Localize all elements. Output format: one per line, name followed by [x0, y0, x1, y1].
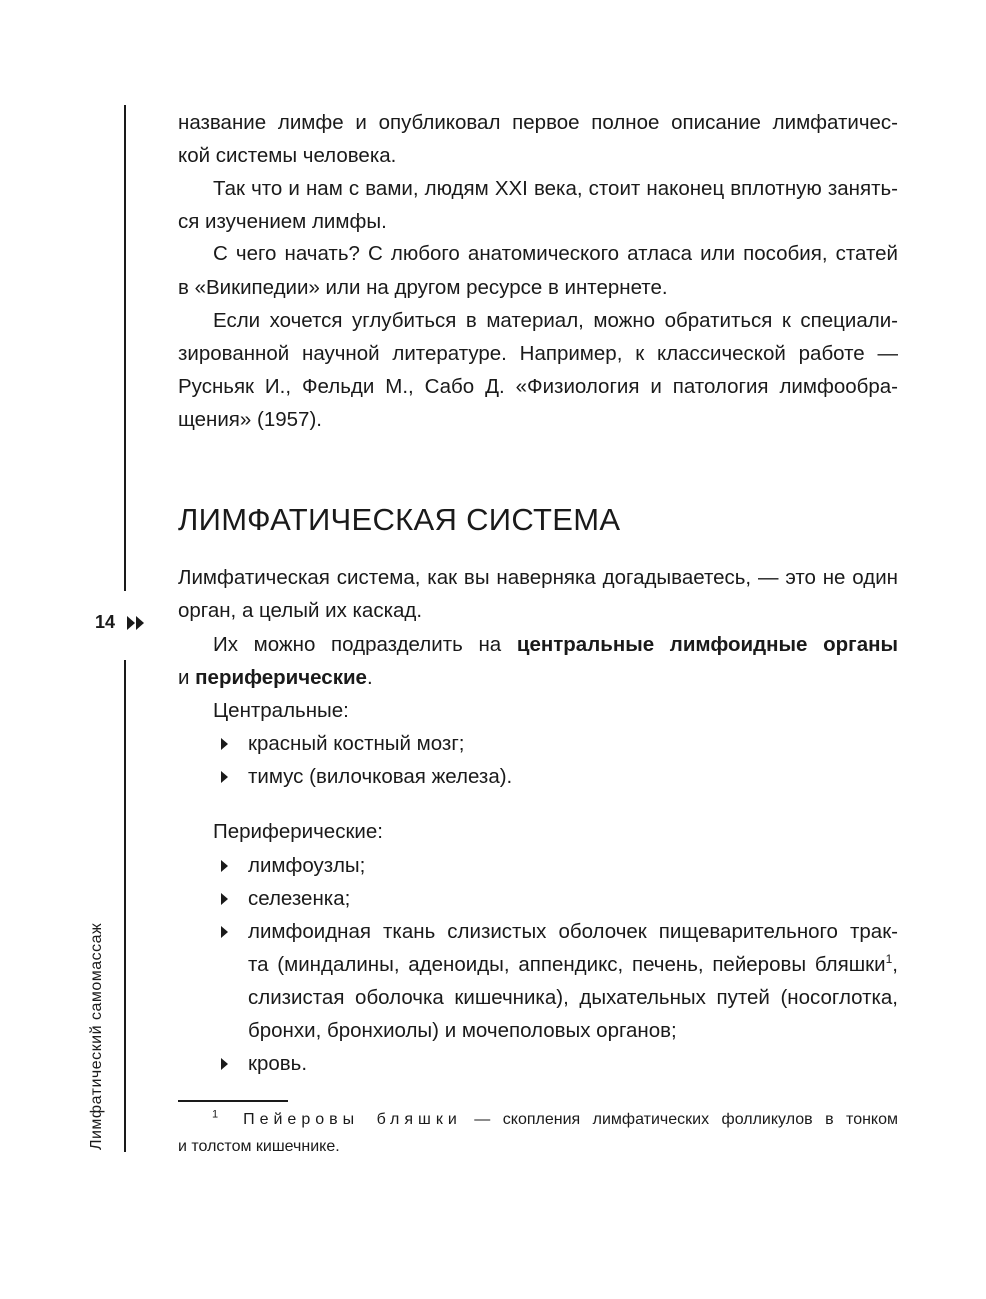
footnote-text: и толстом кишечнике.	[178, 1138, 340, 1155]
text-line: Лимфатическая система, как вы наверняка догадываетесь, — это не один	[178, 566, 898, 589]
text-line: ся изучением лимфы.	[178, 210, 387, 233]
list-item: красный костный мозг;	[248, 732, 465, 755]
text: та (миндалины, аденоиды, аппендикс, печень, пейеровы бляшки	[248, 953, 886, 976]
footnote-ref[interactable]: 1	[885, 952, 893, 967]
margin-rule-bottom	[124, 660, 126, 1152]
text-line	[213, 632, 898, 658]
arrow-icon	[136, 616, 144, 630]
bullet-icon	[221, 1058, 228, 1070]
text-line: в «Википедии» или на другом ресурсе в интернете.	[178, 276, 668, 299]
footnote	[178, 1110, 898, 1130]
text: Их можно подразделить на	[213, 633, 517, 656]
text-line: Так что и нам с вами, людям XXI века, стоит наконец вплотную занять-	[213, 177, 898, 200]
footnote-text: — скопления лимфатических фолликулов в тонком	[461, 1111, 899, 1128]
bold-text: периферические	[195, 666, 367, 689]
text-line: орган, а целый их каскад.	[178, 599, 423, 622]
section-heading: ЛИМФАТИЧЕСКАЯ СИСТЕМА	[178, 502, 621, 537]
list-label: Периферические:	[213, 820, 383, 843]
text-line: название лимфе и опубликовал первое полное описание лимфатичес-	[178, 111, 898, 134]
list-item: тимус (вилочковая железа).	[248, 765, 513, 788]
bullet-icon	[221, 860, 228, 872]
arrow-icon	[127, 616, 135, 630]
footnote-mark: 1	[212, 1108, 219, 1121]
bullet-icon	[221, 771, 228, 783]
text-line: Русньяк И., Фельди М., Сабо Д. «Физиология и патология лимфообра-	[178, 375, 898, 398]
bullet-icon	[221, 738, 228, 750]
bullet-icon	[221, 926, 228, 938]
margin-rule-top	[124, 105, 126, 591]
text-line: кой системы человека.	[178, 144, 397, 167]
running-title: Лимфатический самомассаж	[88, 922, 105, 1150]
bullet-icon	[221, 893, 228, 905]
list-item: селезенка;	[248, 887, 351, 910]
list-item-cont: слизистая оболочка кишечника), дыхательных путей (носоглотка,	[248, 986, 898, 1009]
list-item-cont: бронхи, бронхиолы) и мочеполовых органов;	[248, 1019, 677, 1042]
text-line: щения» (1957).	[178, 408, 322, 431]
list-item: кровь.	[248, 1052, 308, 1075]
text-line: С чего начать? С любого анатомического атласа или пособия, статей	[213, 242, 898, 265]
list-item-cont	[248, 952, 898, 978]
footnote-divider	[178, 1100, 288, 1102]
text: и	[178, 666, 196, 689]
text: ,	[892, 953, 898, 976]
bold-text: центральные лимфоидные органы	[516, 633, 898, 656]
list-item: лимфоузлы;	[248, 854, 366, 877]
text-line: Если хочется углубиться в материал, можно обратиться к специали-	[213, 309, 898, 332]
text-line: зированной научной литературе. Например, к классической работе —	[178, 342, 898, 365]
text: .	[366, 666, 373, 689]
page-number: 14	[95, 612, 116, 632]
list-label: Центральные:	[213, 699, 349, 722]
list-item: лимфоидная ткань слизистых оболочек пищеварительного трак-	[248, 920, 898, 943]
text-line	[178, 665, 898, 691]
footnote-term: Пейеровы бляшки	[243, 1111, 462, 1128]
